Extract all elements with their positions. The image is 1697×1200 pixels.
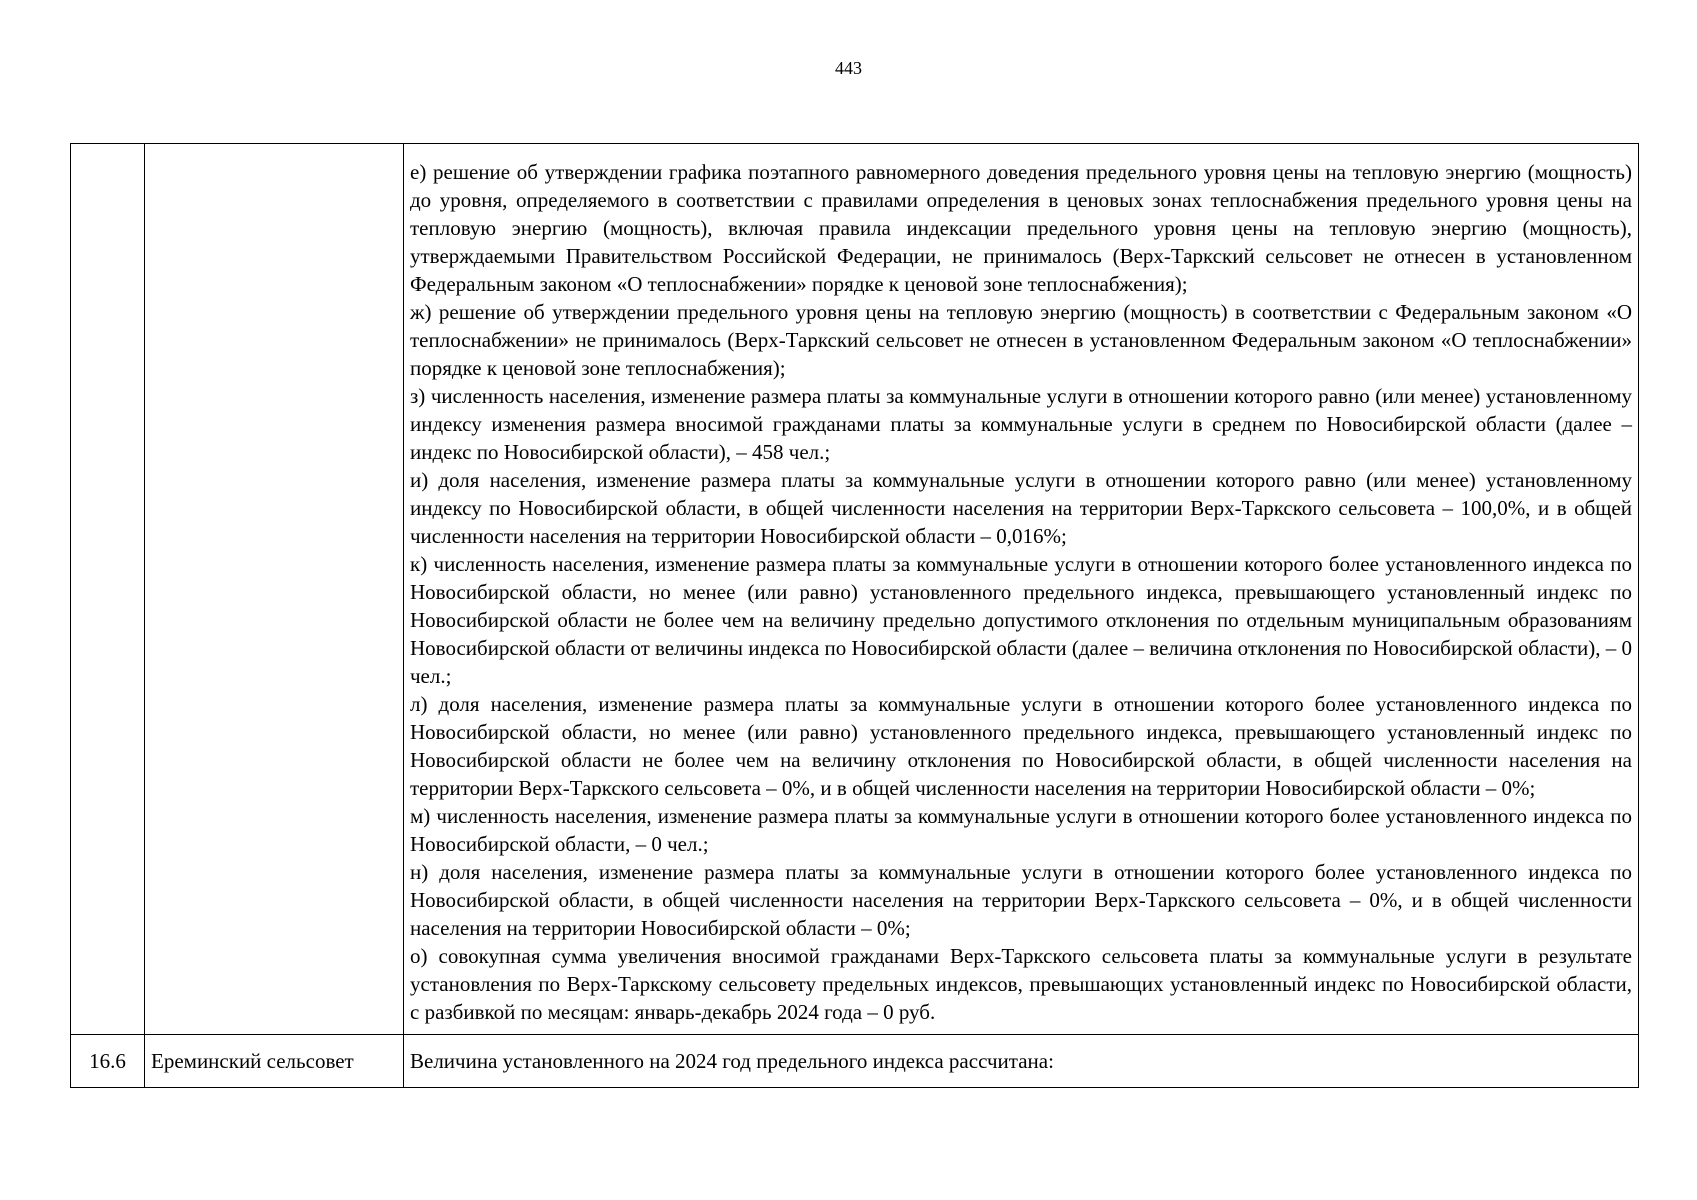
- paragraph-n: н) доля населения, изменение размера платы за коммунальные услуги в отношении которого более установленного индекса по Новосибирской области, в общей численности населения на территории Верх-Таркского сельсовета – 0%, и в общей численности населения на территории Новосибирской области – 0%;: [410, 860, 1632, 940]
- description-cell: Величина установленного на 2024 год предельного индекса рассчитана:: [404, 1035, 1639, 1088]
- paragraph-i: и) доля населения, изменение размера платы за коммунальные услуги в отношении которого равно (или менее) установленному индексу по Новосибирской области, в общей численности населения на территории Верх-Таркского сельсовета – 100,0%, и в общей численности населения на территории Новосибирской области – 0,016%;: [410, 468, 1632, 548]
- page-number: 443: [835, 58, 862, 78]
- table-row-continued: [71, 144, 1639, 1035]
- paragraph-o: о) совокупная сумма увеличения вносимой гражданами Верх-Таркского сельсовета платы за коммунальные услуги в результате установления по Верх-Таркскому сельсовету предельных индексов, превышающих установленный индекс по Новосибирской области, с разбивкой по месяцам: январь-декабрь 2024 года – 0 руб.: [410, 944, 1632, 1024]
- paragraph-m: м) численность населения, изменение размера платы за коммунальные услуги в отношении которого более установленного индекса по Новосибирской области, – 0 чел.;: [410, 804, 1632, 856]
- paragraph-z: з) численность населения, изменение размера платы за коммунальные услуги в отношении которого равно (или менее) установленному индексу изменения размера вносимой гражданами платы за коммунальные услуги в среднем по Новосибирской области (далее – индекс по Новосибирской области), – 458 чел.;: [410, 384, 1632, 464]
- table-row-16-6: [71, 1035, 1639, 1088]
- row-number-cell: 16.6: [71, 1035, 145, 1088]
- municipality-name-cell: Ереминский сельсовет: [145, 1035, 404, 1088]
- paragraph-zh: ж) решение об утверждении предельного уровня цены на тепловую энергию (мощность) в соответствии с Федеральным законом «О теплоснабжении» не принималось (Верх-Таркский сельсовет не отнесен в установленном Федеральным законом «О теплоснабжении» порядке к ценовой зоне теплоснабжения);: [410, 300, 1632, 380]
- paragraph-l: л) доля населения, изменение размера платы за коммунальные услуги в отношении которого более установленного индекса по Новосибирской области, но менее (или равно) установленного предельного индекса, превышающего установленный индекс по Новосибирской области не более чем на величину отклонения по Новосибирской области, в общей численности населения на территории Верх-Таркского сельсовета – 0%, и в общей численности населения на территории Новосибирской области – 0%;: [410, 692, 1632, 800]
- row-number-cell: [71, 144, 145, 1035]
- description-cell: [404, 144, 1639, 1035]
- municipality-name-cell: [145, 144, 404, 1035]
- paragraph-k: к) численность населения, изменение размера платы за коммунальные услуги в отношении которого более установленного индекса по Новосибирской области, но менее (или равно) установленного предельного индекса, превышающего установленный индекс по Новосибирской области не более чем на величину предельно допустимого отклонения по отдельным муниципальным образованиям Новосибирской области от величины индекса по Новосибирской области (далее – величина отклонения по Новосибирской области), – 0 чел.;: [410, 552, 1632, 688]
- municipality-table: [70, 143, 1639, 1088]
- paragraph-e: е) решение об утверждении графика поэтапного равномерного доведения предельного уровня цены на тепловую энергию (мощность) до уровня, определяемого в соответствии с правилами определения в ценовых зонах теплоснабжения предельного уровня цены на тепловую энергию (мощность), включая правила индексации предельного уровня цены на тепловую энергию (мощность), утверждаемыми Правительством Российской Федерации, не принималось (Верх-Таркский сельсовет не отнесен в установленном Федеральным законом «О теплоснабжении» порядке к ценовой зоне теплоснабжения);: [410, 160, 1632, 296]
